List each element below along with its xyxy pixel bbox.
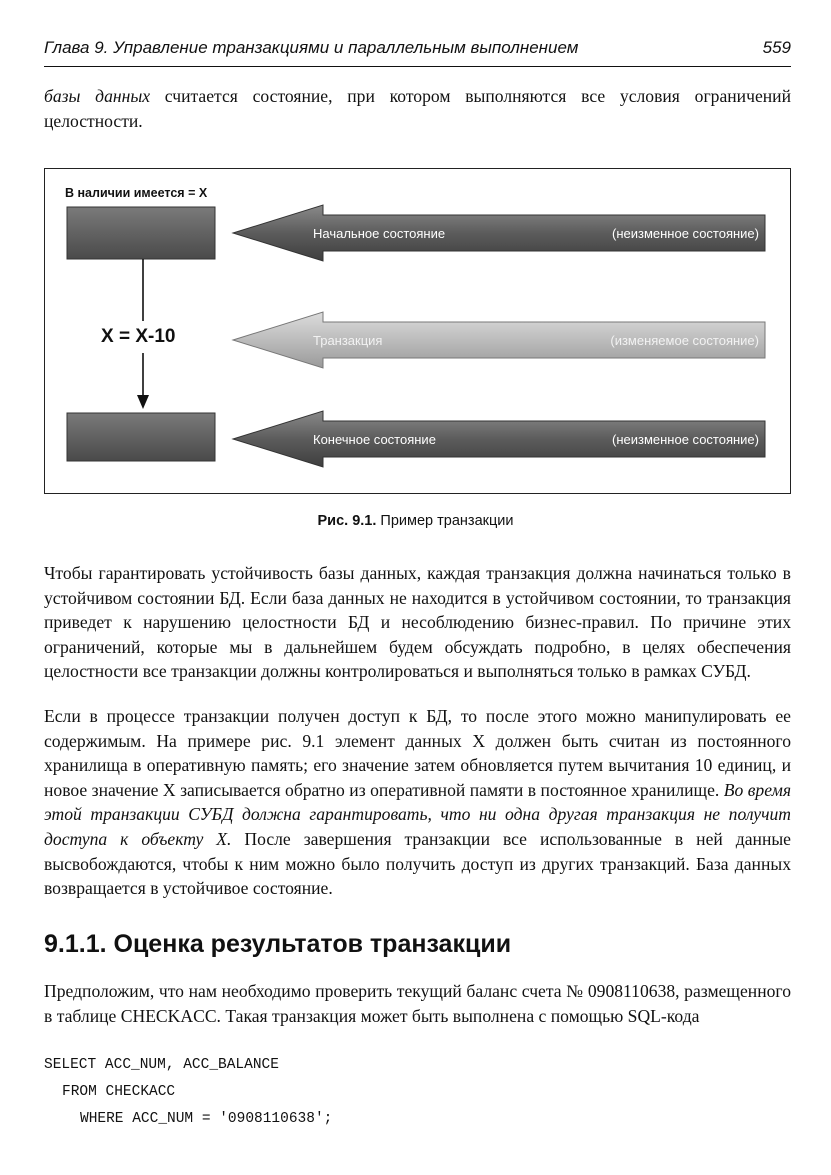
intro-italic-term: базы данных: [44, 86, 151, 106]
final-state-box: [67, 413, 215, 461]
figure-caption: [0, 513, 831, 529]
paragraph-2-italic: Во время этой транзакции СУБД должна гарантировать, что ни одна другая транзакция не получит доступа к объекту X.: [44, 779, 791, 849]
arrow1-left-text: Начальное состояние: [313, 226, 446, 241]
caption-text: Пример транзакции: [376, 513, 514, 529]
flow-arrowhead: [137, 395, 149, 409]
section-heading: 9.1.1. Оценка результатов транзакции: [44, 930, 512, 958]
arrow3-right-text: (неизменное состояние): [611, 432, 759, 447]
running-header: [44, 36, 791, 67]
intro-paragraph: [44, 84, 791, 133]
chapter-title: Глава 9. Управление транзакциями и параллельным выполнением: [44, 38, 579, 57]
caption-number: Рис. 9.1.: [317, 513, 377, 529]
paragraph-3: Предположим, что нам необходимо проверить текущий баланс счета № 0908110638, размещенного в таблице CHECKACC. Такая транзакция может быть выполнена с помощью SQL-кода: [44, 981, 791, 1026]
paragraph-2-text-after: После завершения транзакции все использованные в ней данные высвобождаются, чтобы к ним можно было получить доступ из других транзакций. База данных возвращается в устойчивое состояние.: [44, 828, 791, 899]
arrow2-right-text: (изменяемое состояние): [610, 333, 759, 348]
code-line-3: WHERE ACC_NUM = '0908110638';: [80, 1111, 333, 1127]
page-number: 559: [762, 38, 791, 57]
available-label: В наличии имеется = X: [65, 186, 208, 200]
arrow3-left-text: Конечное состояние: [313, 432, 436, 447]
code-line-1: SELECT ACC_NUM, ACC_BALANCE: [44, 1057, 279, 1073]
arrow2-left-text: Транзакция: [313, 333, 383, 348]
operation-label: X = X-10: [97, 326, 179, 348]
paragraph-2-text: Если в процессе транзакции получен доступ к БД, то после этого можно манипулировать ее содержимым. На примере рис. 9.1 элемент данных X должен быть считан из постоянного хранилища в оперативную память; его значение затем обновляется путем вычитания 10 единиц, и новое значение X записывается обратно из оперативной памяти в постоянное хранилище.: [44, 706, 791, 800]
code-line-2: FROM CHECKACC: [62, 1084, 176, 1100]
transaction-figure: [44, 168, 791, 494]
initial-state-box: [67, 207, 215, 259]
intro-text: считается состояние, при котором выполняются все условия ограничений целостности.: [44, 86, 791, 131]
paragraph-2: [44, 704, 791, 901]
arrow1-right-text: (неизменное состояние): [611, 226, 759, 241]
paragraph-1: Чтобы гарантировать устойчивость базы данных, каждая транзакция должна начинаться только в устойчивом состоянии БД. Если база данных не находится в устойчивом состоянии, то транзакция приведет к нарушению целостности БД и несоблюдению бизнес-правил. По причине этих ограничений, которые мы в дальнейшем будем обсуждать подробно, в целях обеспечения целостности все транзакции должны контролироваться и выполняться только в рамках СУБД.: [44, 563, 791, 682]
